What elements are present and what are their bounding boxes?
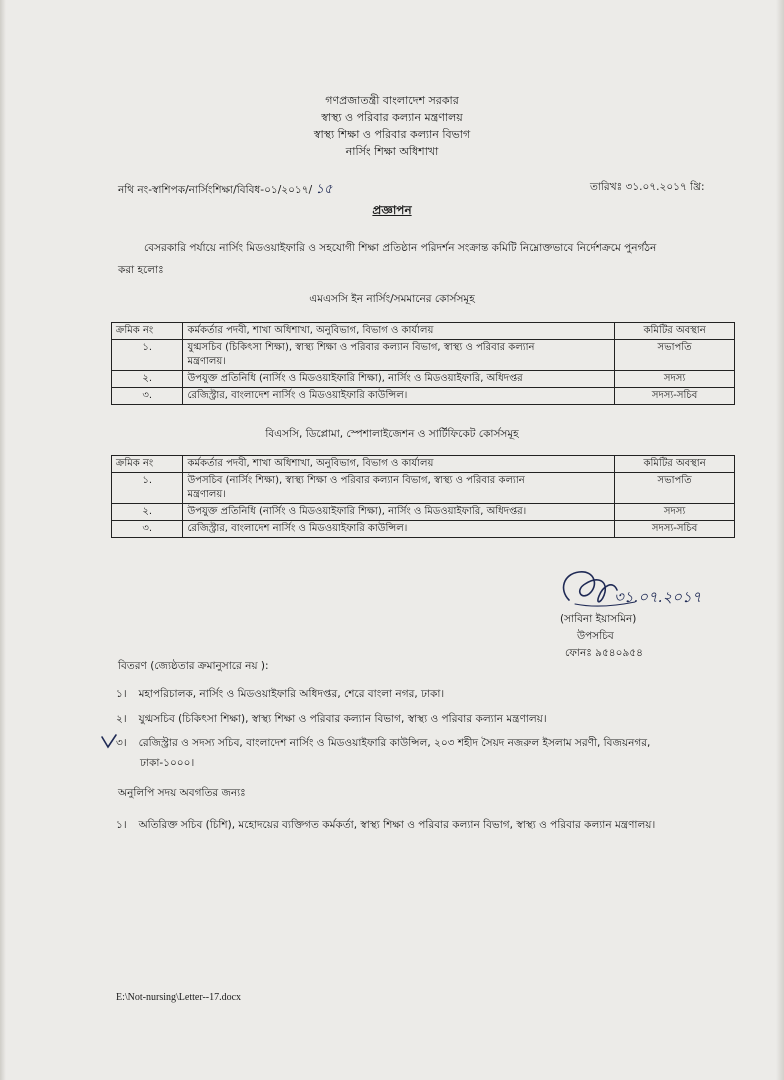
table-row	[112, 473, 735, 504]
col-position-header: কমিটির অবস্থান	[615, 323, 735, 340]
table-header-row	[112, 323, 735, 340]
table-row	[112, 521, 735, 538]
position-cell: সদস্য	[615, 371, 735, 388]
header-division: স্বাস্থ্য শিক্ষা ও পরিবার কল্যান বিভাগ	[313, 128, 471, 141]
distribution-item-2: ২। যুগ্মসচিব (চিকিৎসা শিক্ষা), স্বাস্থ্য শিক্ষা ও পরিবার কল্যান বিভাগ, স্বাস্থ্য ও পরিবার কল্যান মন্ত্রণালয়।	[116, 713, 547, 725]
position-cell: সদস্য-সচিব	[615, 521, 735, 538]
col-position-header: কমিটির অবস্থান	[615, 456, 735, 473]
table-row	[112, 340, 735, 371]
table-row	[112, 504, 735, 521]
section2-heading: বিএসসি, ডিপ্লোমা, স্পেশালাইজেশন ও সার্টিফিকেট কোর্সসমূহ	[265, 428, 519, 440]
intro-line-2: করা হলোঃ	[118, 264, 164, 276]
distribution-item-3: ৩। রেজিস্ট্রার ও সদস্য সচিব, বাংলাদেশ নার্সিং ও মিডওয়াইফারি কাউন্সিল, ২০৩ শহীদ সৈয়দ নজরুল ইসলাম সরণী, বিজয়নগর,	[116, 737, 651, 749]
footer-file-path: E:\Not-nursing\Letter--17.docx	[116, 992, 242, 1003]
issue-date: তারিখঃ ৩১.০৭.২০১৭ খ্রি:	[590, 181, 705, 193]
designation-cell: উপযুক্ত প্রতিনিধি (নার্সিং ও মিডওয়াইফারি শিক্ষা), নার্সিং ও মিডওয়াইফারি, অধিদপ্তর	[183, 371, 615, 388]
col-designation-header: কর্মকর্তার পদবী, শাখা অধিশাখা, অনুবিভাগ, বিভাগ ও কার্যালয়	[183, 323, 615, 340]
file-number: নথি নং-স্বাশিপক/নার্সিংশিক্ষা/বিবিধ-০১/২০১৭/ ১৫	[118, 182, 333, 197]
serial-cell: ১.	[112, 473, 183, 504]
distribution-item-3-cont: ঢাকা-১০০০।	[140, 757, 195, 769]
distribution-heading: বিতরণ (জ্যেষ্ঠতার ক্রমানুসারে নয় ):	[118, 660, 269, 672]
serial-cell: ১.	[112, 340, 183, 371]
position-cell: সভাপতি	[615, 473, 735, 504]
col-designation-header: কর্মকর্তার পদবী, শাখা অধিশাখা, অনুবিভাগ, বিভাগ ও কার্যালয়	[183, 456, 615, 473]
committee-table-1	[111, 322, 735, 405]
designation-cell: রেজিস্ট্রার, বাংলাদেশ নার্সিং ও মিডওয়াইফারি কাউন্সিল।	[183, 521, 615, 538]
header-govt: গণপ্রজাতন্ত্রী বাংলাদেশ সরকার	[325, 94, 459, 107]
file-number-handwritten: ১৫	[315, 182, 333, 197]
position-cell: সভাপতি	[615, 340, 735, 371]
intro-line-1: বেসরকারি পর্যায়ে নার্সিং মিডওয়াইফারি ও সহযোগী শিক্ষা প্রতিষ্ঠান পরিদর্শন সংক্রান্ত কমিটি নিম্নোক্তভাবে নির্দেশক্রমে পুনর্গঠন	[144, 242, 657, 254]
distribution-item-1: ১। মহাপরিচালক, নার্সিং ও মিডওয়াইফারি অধিদপ্তর, শেরে বাংলা নগর, ঢাকা।	[116, 688, 445, 700]
position-cell: সদস্য-সচিব	[615, 388, 735, 405]
notice-title: প্রজ্ঞাপন	[372, 203, 412, 217]
signature-date-handwritten: ৩১.০৭.২০১৭	[614, 588, 702, 606]
table-header-row	[112, 456, 735, 473]
section1-heading: এমএসসি ইন নার্সিং/সমমানের কোর্সসমূহ	[309, 293, 475, 305]
signatory-designation: উপসচিব	[577, 630, 614, 642]
copy-item-1: ১। অতিরিক্ত সচিব (চিশি), মহোদয়ের ব্যক্তিগত কর্মকর্তা, স্বাস্থ্য শিক্ষা ও পরিবার কল্যান বিভাগ, স্বাস্থ্য ও পরিবার কল্যান মন্ত্রণালয়।	[116, 819, 656, 831]
copy-heading: অনুলিপি সদয় অবগতির জন্যঃ	[118, 787, 246, 799]
col-serial-header: ক্রমিক নং	[112, 323, 183, 340]
scan-shadow-left	[0, 0, 6, 1080]
designation-cell: যুগ্মসচিব (চিকিৎসা শিক্ষা), স্বাস্থ্য শিক্ষা ও পরিবার কল্যান বিভাগ, স্বাস্থ্য ও পরিবার কল্যান মন্ত্রণালয়।	[183, 340, 615, 371]
table-row	[112, 388, 735, 405]
header-ministry: স্বাস্থ্য ও পরিবার কল্যান মন্ত্রণালয়	[321, 111, 463, 124]
designation-cell: উপযুক্ত প্রতিনিধি (নার্সিং ও মিডওয়াইফারি শিক্ষা), নার্সিং ও মিডওয়াইফারি, অধিদপ্তর।	[183, 504, 615, 521]
table-row	[112, 371, 735, 388]
scan-shadow-right	[776, 0, 784, 1080]
signatory-phone: ফোনঃ ৯৫৪০৯৫৪	[565, 647, 643, 659]
serial-cell: ২.	[112, 504, 183, 521]
signatory-name: (সাবিনা ইয়াসমিন)	[560, 613, 637, 625]
header-branch: নার্সিং শিক্ষা অধিশাখা	[345, 145, 439, 158]
designation-cell: উপসচিব (নার্সিং শিক্ষা), স্বাস্থ্য শিক্ষা ও পরিবার কল্যান বিভাগ, স্বাস্থ্য ও পরিবার কল্যান মন্ত্রণালয়।	[183, 473, 615, 504]
serial-cell: ৩.	[112, 521, 183, 538]
col-serial-header: ক্রমিক নং	[112, 456, 183, 473]
serial-cell: ২.	[112, 371, 183, 388]
designation-cell: রেজিস্ট্রার, বাংলাদেশ নার্সিং ও মিডওয়াইফারি কাউন্সিল।	[183, 388, 615, 405]
position-cell: সদস্য	[615, 504, 735, 521]
committee-table-2	[111, 455, 735, 538]
serial-cell: ৩.	[112, 388, 183, 405]
